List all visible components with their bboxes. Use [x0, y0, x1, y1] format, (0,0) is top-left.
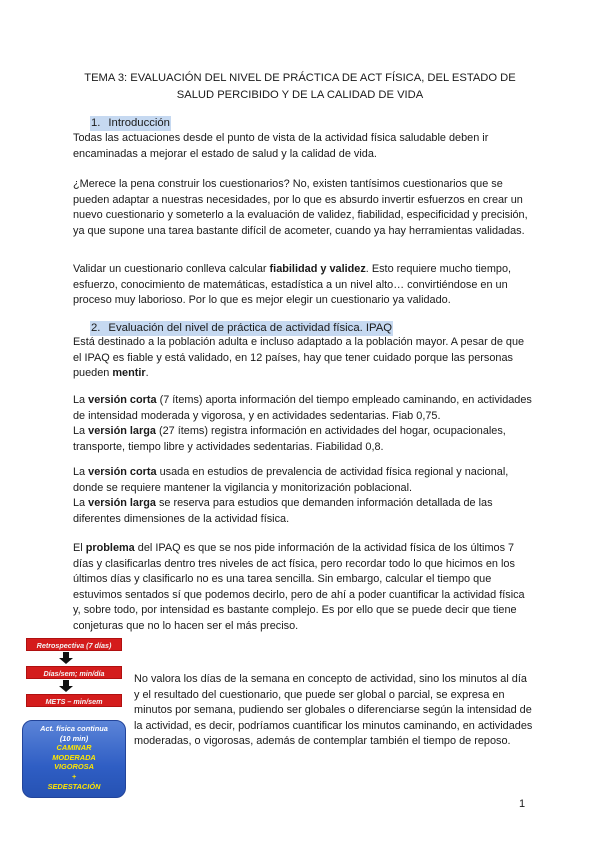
bold-text: mentir — [112, 367, 146, 380]
section-1-title: Introducción — [108, 117, 170, 129]
bold-text: versión corta — [88, 394, 157, 406]
bold-text: versión larga — [88, 497, 156, 510]
section-1-paragraph-3 — [73, 262, 533, 309]
blue-box-line: SEDESTACIÓN — [47, 781, 101, 791]
text-run: La — [73, 466, 89, 478]
text-run: La — [73, 394, 89, 406]
text-run: (7 ítems) aporta información del tiempo empleado caminando, en actividades de intensidad moderada y vigorosa, y en actividades sedentarias. Fiab 0,75. — [73, 394, 532, 422]
text-run: Está destinado a la población adulta e incluso adaptado a la población mayor. A pesar de que el IPAQ es fiable y está validado, en 12 países, hay que tener cuidado porque las personas pueden — [73, 336, 525, 380]
section-2-number: 2. — [91, 322, 101, 334]
section-2-paragraph-5: No valora los días de la semana en concepto de actividad, sino los minutos al día y el resultado del cuestionario, que puede ser global o parcial, se expresa en minutos por semana, pudiendo ser globales o diferenciarse según la intensidad de la actividad, es decir, podríamos cuantificar los minutos caminando, en actividades moderadas, o vigorosas, además de contemplar también el tiempo de reposo. — [134, 673, 533, 748]
blue-box-line: VIGOROSA — [54, 762, 94, 772]
blue-box-line: MODERADA — [52, 752, 96, 762]
blue-box-line: + — [71, 771, 77, 781]
blue-box-line: CAMINAR — [56, 743, 92, 753]
section-2-paragraph-3 — [73, 465, 533, 527]
text-run: Validar un cuestionario conlleva calcular — [73, 263, 270, 275]
bold-text: versión corta — [88, 466, 157, 478]
page-number: 1 — [519, 798, 526, 810]
days-minutes-box: Días/sem; min/día — [26, 666, 122, 679]
text-run: El — [73, 542, 86, 554]
text-run: se reserva para estudios que demanden información detallada de las diferentes dimensiones de la actividad física. — [73, 497, 493, 525]
blue-box-line: Act. física continua — [40, 724, 108, 733]
text-run: La — [73, 425, 89, 438]
blue-box-line: (10 min) — [59, 733, 89, 743]
section-2-heading — [90, 321, 393, 336]
section-1-paragraph-1: Todas las actuaciones desde el punto de vista de la actividad física saludable deben ir encaminadas a mejorar el estado de salud y la calidad de vida. — [73, 132, 489, 160]
section-2-paragraph-4 — [73, 541, 533, 635]
text-run: (27 ítems) registra información en actividades del hogar, ocupacionales, transporte, tiempo libre y actividades sedentarias. Fiabilidad 0,8. — [73, 425, 506, 453]
text-run: . — [145, 367, 149, 380]
section-2-paragraph-1 — [73, 335, 533, 382]
bold-text: problema — [85, 542, 135, 554]
text-run: del IPAQ es que se nos pide información de la actividad física de los últimos 7 días y clasificarlas dentro tres niveles de act física, pero recordar todo lo que hicimos en los últimos días y clasificarlo no es una tarea sencilla. Sin embargo, calcular el tiempo que estuvimos sentados sí que podemos decirlo, pero de ahí a poder cuantificar la actividad física y, sobre todo, por intensidad es bastante complejo. Es por ello que se puede decir que tiene conjeturas que no lo hacen ser el más preciso. — [73, 542, 525, 632]
section-1-paragraph-2: ¿Merece la pena construir los cuestionarios? No, existen tantísimos cuestionarios que se pueden adaptar a nuestras necesidades, por lo que es absurdo invertir esfuerzos en crear un nuevo cuestionario y someterlo a la evaluación de validez, fiabilidad, especificidad y precisión, ya que supone una tarea bastante difícil de acometer, cuando ya hay herramientas validadas. — [73, 178, 528, 237]
ipaq-flow-diagram — [22, 638, 126, 798]
section-1-heading — [90, 116, 171, 131]
section-1-number: 1. — [91, 117, 101, 129]
bold-text: fiabilidad y validez — [269, 263, 366, 275]
text-run: La — [73, 497, 89, 510]
section-2-paragraph-2 — [73, 393, 533, 455]
text-run: usada en estudios de prevalencia de actividad física regional y nacional, donde se requiere mantener la vigilancia y monitorización poblacional. — [73, 466, 509, 494]
text-run: . Esto requiere mucho tiempo, esfuerzo, conocimiento de matemáticas, estadística a un nivel alto… convirtiéndose en un proceso muy laborioso. Por lo que es mejor elegir un cuestionario ya validado. — [73, 263, 512, 307]
document-title: TEMA 3: EVALUACIÓN DEL NIVEL DE PRÁCTICA DE ACT FÍSICA, DEL ESTADO DE SALUD PERCIBIDO Y DE LA CALIDAD DE VIDA — [84, 72, 516, 101]
retrospective-box: Retrospectiva (7 días) — [26, 638, 122, 651]
bold-text: versión larga — [88, 425, 156, 438]
section-2-title: Evaluación del nivel de práctica de actividad física. IPAQ — [108, 322, 393, 334]
activity-types-box — [22, 720, 126, 798]
mets-box: METS – min/sem — [26, 694, 122, 707]
